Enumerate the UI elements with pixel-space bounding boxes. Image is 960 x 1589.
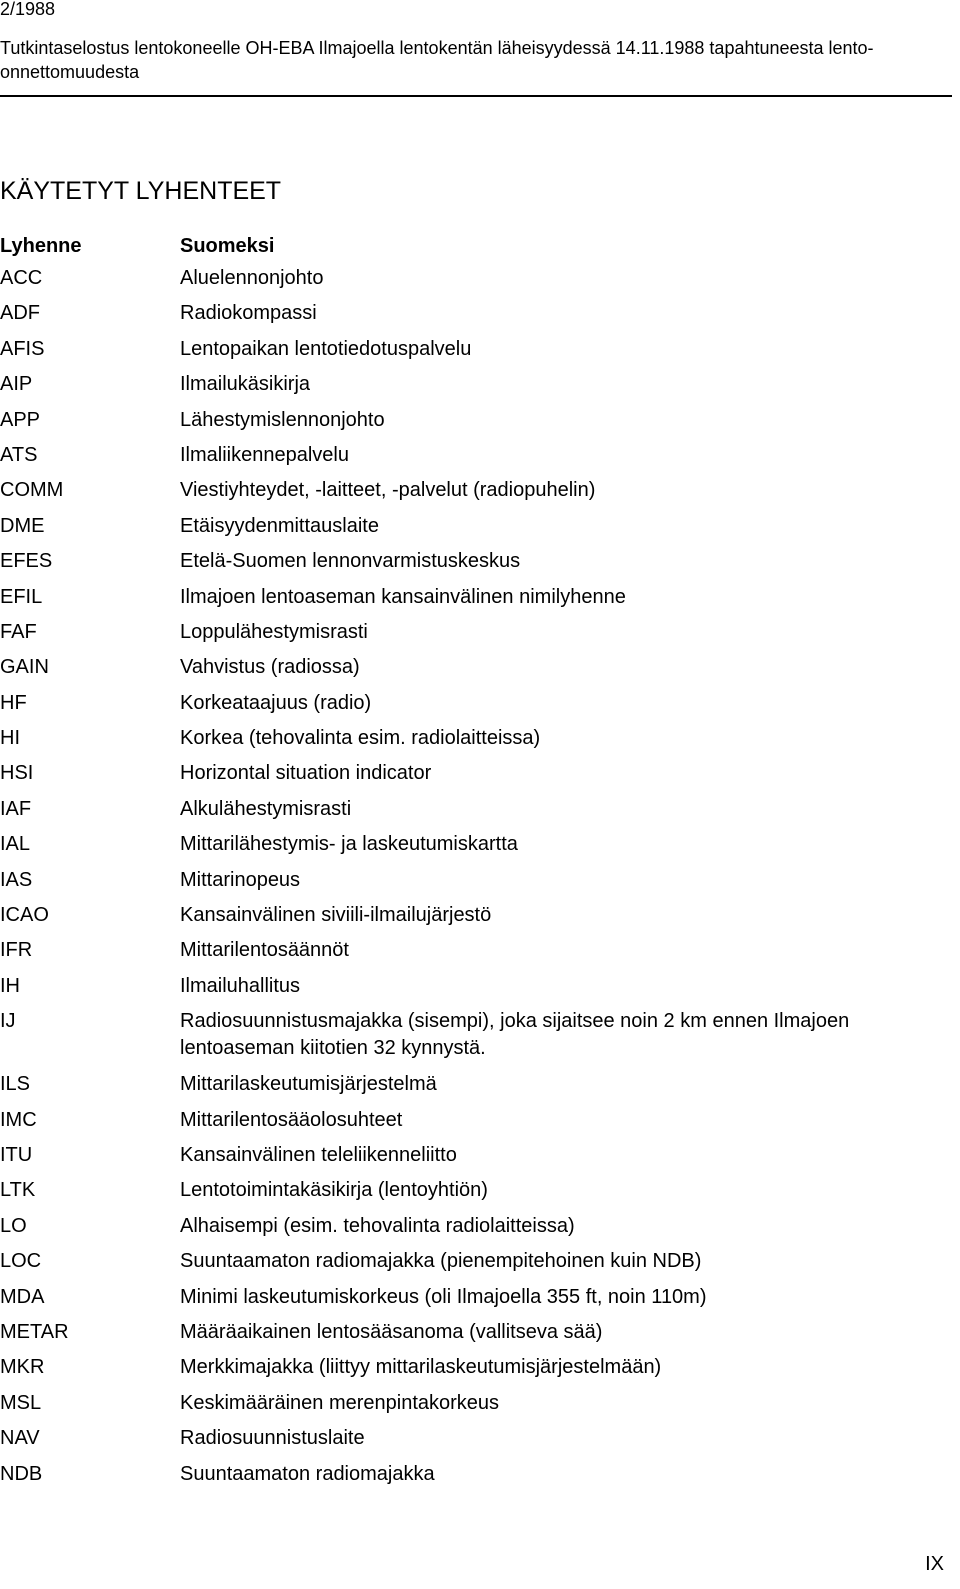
meaning-cell: Alkulähestymisrasti — [180, 797, 352, 820]
table-row — [0, 937, 952, 972]
meaning-cell: Vahvistus (radiossa) — [180, 656, 360, 679]
table-row — [0, 1319, 952, 1354]
meaning-cell: Kansainvälinen teleliikenneliitto — [180, 1143, 457, 1166]
abbreviation-cell: FAF — [0, 620, 37, 643]
abbreviation-cell: LO — [0, 1214, 27, 1237]
table-row — [0, 867, 952, 902]
meaning-cell: Mittarilentosäännöt — [180, 939, 349, 962]
table-row — [0, 371, 952, 406]
abbreviation-cell: COMM — [0, 479, 64, 502]
meaning-cell: Lentotoimintakäsikirja (lentoyhtiön) — [180, 1179, 488, 1202]
meaning-cell: Suuntaamaton radiomajakka — [180, 1462, 435, 1485]
abbreviation-cell: IH — [0, 974, 20, 997]
table-row — [0, 1354, 952, 1389]
meaning-cell: Minimi laskeutumiskorkeus (oli Ilmajoella 355 ft, noin 110m) — [180, 1285, 707, 1308]
abbreviation-cell: MKR — [0, 1356, 45, 1379]
table-row — [0, 1284, 952, 1319]
meaning-cell: Suuntaamaton radiomajakka (pienempitehoinen kuin NDB) — [180, 1250, 702, 1273]
abbreviation-cell: DME — [0, 514, 45, 537]
abbreviation-cell: ITU — [0, 1143, 33, 1166]
meaning-cell: Ilmaliikennepalvelu — [180, 443, 349, 466]
meaning-cell: Ilmailuhallitus — [180, 974, 301, 997]
meaning-cell: Etäisyydenmittauslaite — [180, 514, 379, 537]
table-row — [0, 300, 952, 335]
meaning-cell: Mittarilaskeutumisjärjestelmä — [180, 1073, 437, 1096]
table-header-row — [0, 233, 952, 265]
column-header-abbreviation: Lyhenne — [0, 235, 82, 257]
meaning-cell: Ilmailukäsikirja — [180, 373, 311, 396]
table-row — [0, 265, 952, 300]
abbreviation-cell: GAIN — [0, 656, 49, 679]
abbreviation-cell: NDB — [0, 1462, 43, 1485]
table-row — [0, 1107, 952, 1142]
abbreviation-cell: AIP — [0, 373, 33, 396]
table-row — [0, 654, 952, 689]
abbreviation-cell: ICAO — [0, 904, 49, 927]
table-row — [0, 760, 952, 795]
meaning-cell: Alhaisempi (esim. tehovalinta radiolaitteissa) — [180, 1214, 575, 1237]
meaning-cell: Kansainvälinen siviili-ilmailujärjestö — [180, 904, 492, 927]
table-row — [0, 1177, 952, 1212]
meaning-cell: Mittarinopeus — [180, 868, 301, 891]
abbreviation-cell: IAF — [0, 797, 32, 820]
table-row — [0, 1213, 952, 1248]
abbreviation-cell: APP — [0, 408, 41, 431]
table-row — [0, 1142, 952, 1177]
meaning-cell: Määräaikainen lentosääsanoma (vallitseva sää) — [180, 1320, 603, 1343]
table-row — [0, 831, 952, 866]
table-row — [0, 902, 952, 937]
table-row — [0, 1390, 952, 1425]
table-row — [0, 1461, 952, 1496]
meaning-cell: Merkkimajakka (liittyy mittarilaskeutumisjärjestelmään) — [180, 1356, 662, 1379]
abbreviation-cell: ADF — [0, 302, 40, 325]
abbreviation-cell: IFR — [0, 939, 33, 962]
meaning-cell: Korkeataajuus (radio) — [180, 691, 372, 714]
table-row — [0, 442, 952, 477]
meaning-cell: Mittarilähestymis- ja laskeutumiskartta — [180, 833, 518, 856]
meaning-cell: Mittarilentosääolosuhteet — [180, 1108, 403, 1131]
table-row — [0, 1425, 952, 1460]
table-row — [0, 407, 952, 442]
abbreviation-cell: ATS — [0, 443, 38, 466]
column-header-finnish: Suomeksi — [180, 235, 275, 257]
table-row — [0, 513, 952, 548]
table-row — [0, 548, 952, 583]
abbreviation-cell: HSI — [0, 762, 34, 785]
abbreviation-cell: EFIL — [0, 585, 43, 608]
meaning-cell: Lähestymislennonjohto — [180, 408, 385, 431]
abbreviation-cell: MDA — [0, 1285, 45, 1308]
abbreviation-cell: EFES — [0, 550, 53, 573]
meaning-cell: Horizontal situation indicator — [180, 762, 432, 785]
meaning-cell: Radiosuunnistuslaite — [180, 1427, 365, 1450]
abbreviation-cell: LTK — [0, 1179, 36, 1202]
header-divider — [0, 95, 952, 97]
section-title: KÄYTETYT LYHENTEET — [0, 177, 282, 205]
table-row — [0, 1071, 952, 1106]
abbreviation-cell: IAS — [0, 868, 33, 891]
abbreviation-cell: ACC — [0, 267, 43, 289]
abbreviation-cell: IJ — [0, 1010, 16, 1033]
table-row — [0, 1008, 952, 1071]
abbreviation-cell: MSL — [0, 1391, 42, 1414]
meaning-cell: Etelä-Suomen lennonvarmistuskeskus — [180, 550, 521, 573]
meaning-cell: Ilmajoen lentoaseman kansainvälinen nimilyhenne — [180, 585, 626, 608]
page-number: IX — [925, 1553, 944, 1575]
abbreviation-cell: AFIS — [0, 337, 45, 360]
abbreviation-cell: HF — [0, 691, 27, 714]
table-row — [0, 796, 952, 831]
table-row — [0, 477, 952, 512]
abbreviation-cell: METAR — [0, 1320, 69, 1343]
table-row — [0, 690, 952, 725]
table-row — [0, 973, 952, 1008]
table-row — [0, 619, 952, 654]
abbreviation-cell: ILS — [0, 1073, 31, 1096]
abbreviation-cell: NAV — [0, 1427, 40, 1450]
meaning-cell: Korkea (tehovalinta esim. radiolaitteissa) — [180, 727, 541, 750]
meaning-cell: Aluelennonjohto — [180, 267, 324, 289]
abbreviation-cell: HI — [0, 727, 20, 750]
abbreviation-cell: IAL — [0, 833, 31, 856]
meaning-cell: Viestiyhteydet, -laitteet, -palvelut (radiopuhelin) — [180, 479, 596, 502]
table-row — [0, 584, 952, 619]
meaning-cell: Loppulähestymisrasti — [180, 620, 368, 643]
abbreviation-cell: LOC — [0, 1250, 42, 1273]
abbreviation-table — [0, 233, 952, 1496]
document-title: Tutkintaselostus lentokoneelle OH-EBA Ilmajoella lentokentän läheisyydessä 14.11.1988 tapahtuneesta lento-onnettomuudesta — [0, 38, 874, 82]
meaning-cell: Radiosuunnistusmajakka (sisempi), joka sijaitsee noin 2 km ennen Ilmajoen lentoaseman kiitotien 32 kynnystä. — [180, 1010, 850, 1060]
meaning-cell: Keskimääräinen merenpintakorkeus — [180, 1391, 500, 1414]
table-row — [0, 725, 952, 760]
doc-number: 2/1988 — [0, 0, 56, 19]
abbreviation-cell: IMC — [0, 1108, 37, 1131]
table-row — [0, 336, 952, 371]
table-row — [0, 1248, 952, 1283]
meaning-cell: Lentopaikan lentotiedotuspalvelu — [180, 337, 472, 360]
meaning-cell: Radiokompassi — [180, 302, 317, 325]
